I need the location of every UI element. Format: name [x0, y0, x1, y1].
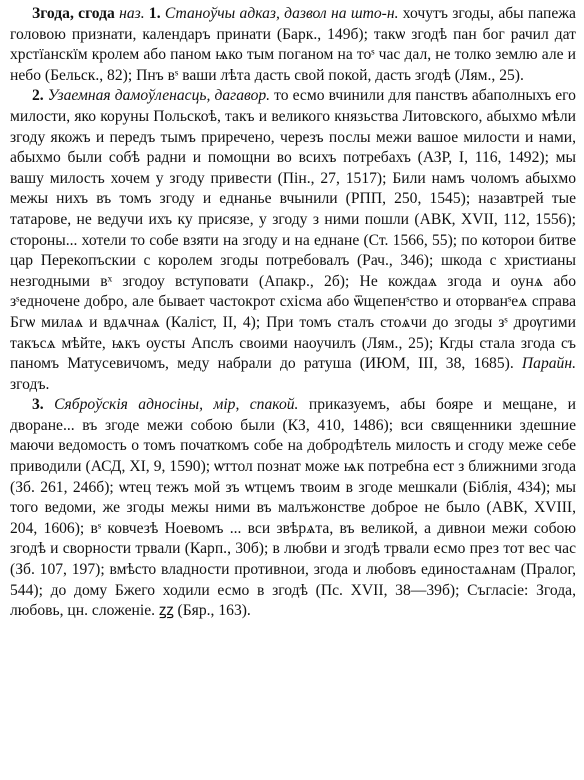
sense-citations-3: приказуемъ, абы бояре и мещане, и дворане... въ згоде межи собою были (КЗ, 410, 1486); вси священники здешние маючи ведомость о томъ початкомъ собе на добродѣтель милость и сгоду меже себе приводили (АСД, XI, 9, 1590); ѡттол познат може ѩк потребна ест з ближними згода (Зб. 261, 246б); ѡтец тежъ мой зъ ѡтцемъ твоим в згоде мешкали (Біблія, 434); мы того ведоми, же згоды межы ними въ малъжонстве доброе не было (АВК, XVIII, 204, 1606); вˢ ковчезѣ Ноевомъ ... вси звѣрѧта, въ великой, а дивнои межи собою згодѣ и сворности трвали (Карп., 30б); в любви и згодѣ трвали есмо през тот вес час (Зб. 107, 197); вмѣсто владности противнои, згода и любовъ единостаѧнам (Пралог, 544); до дому Бжего ходили есмо в згодѣ (Пс. XVII, 38—39б); Съгласіе: Згода, любовь, цн. сложеніе. ꙁꙁ (Бяр., 163). [10, 396, 576, 620]
sense-number-3: 3. [32, 396, 44, 414]
sense-definition-3: Сяброўскія адносіны, мір, спакой. [54, 396, 299, 414]
headword: Згода, сгода [32, 5, 115, 22]
paradigm-forms: згодъ. [10, 375, 50, 393]
entry-sense-3 [10, 395, 576, 622]
sense-citations-2: то есмо вчинили для панствъ абаполныхъ его милости, яко коруны Польскоѣ, такъ и великого князьства Литовского, абыхмо мѣли згоду якожъ и передъ тымъ приречено, черезъ послы межи вашое милости и нами, абыхмо были собѣ радни и помощни во всихъ потребахъ (АЗР, I, 116, 1492); мы вашу милость хочем у згоду привести (Пін., 27, 1517); Били намъ чоломъ абыхмо межы нихъ въ томъ згоду и еднанье вчынили (РПП, 250, 1545); назавтрей тые татарове, не ведучи ихъ ку присязе, у згоду з ними пошли (АВК, XVII, 112, 1556); стороны... хотели то собе взяти на згоду и на еднане (Ст. 1566, 55); по которои битве цар Перекопъскии с королем згоды потребовалъ (Рач., 346); шкода с христианы незгодными вˣ згодоу вступовати (Апакр., 2б); Не кождаѧ згода и оунѧ або зˢедночене добро, але бывает частокрот схісма або ѿщепенˢство и оторванˢеѧ справа Бгѡ милаѧ и вдѧчнаѧ (Каліст, II, 4); При томъ сталъ стоѧчи до згоды зˢ дрѹгими такъсѧ мѣйте, ѩкъ оусты Апслъ своими наоучилъ (Лям., 25); Кгды стала згода съ паномъ Матусевичомъ, меду набрали до ратуша (ИЮМ, III, 38, 1685). [10, 87, 576, 373]
paradigm-label: Парайн. [521, 355, 576, 373]
grammar-label: наз. [119, 5, 145, 22]
entry-sense-2 [10, 86, 576, 395]
sense-definition-1: Станоўчы адказ, дазвол на што-н. [164, 5, 399, 22]
entry-sense-1 [10, 4, 576, 86]
sense-citations-1: хочутъ згоды, абы папежа головою признати, календаръ принати (Барк., 149б); такѡ згодѣ пан бог рачил дат хрстїанскїм кролем або паном ѩко тым поганом на тоˢ час дал, не толко землю але и небо (Бельск., 82); Пнъ вˢ ваши лѣта дасть свой покой, дасть згодѣ (Лям., 25). [10, 5, 576, 84]
sense-definition-2: Узаемная дамоўленасць, дагавор. [47, 87, 271, 105]
sense-number-2: 2. [32, 87, 44, 105]
sense-number-1: 1. [148, 5, 161, 22]
